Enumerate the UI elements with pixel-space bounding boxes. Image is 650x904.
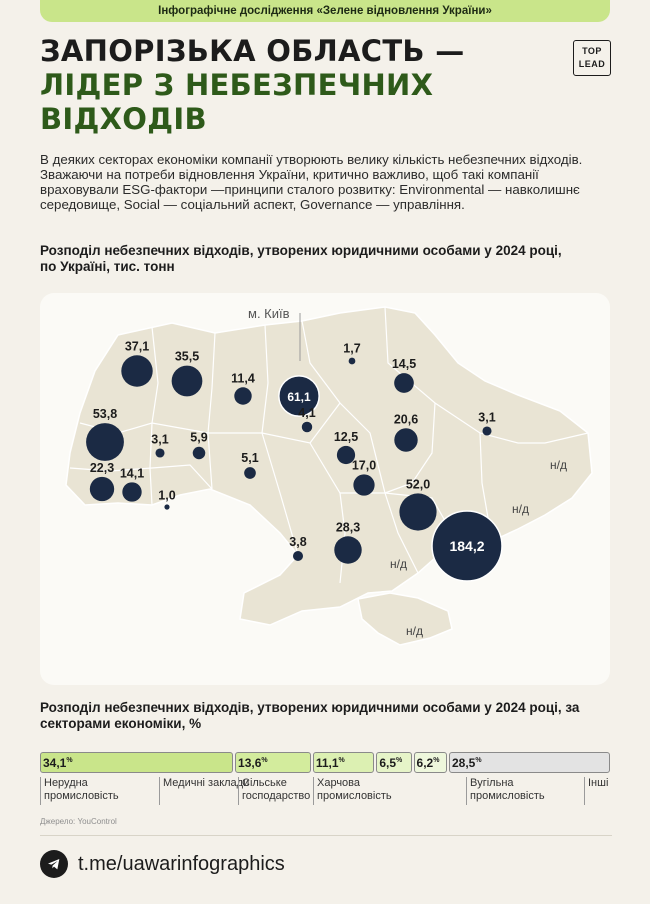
intro-paragraph: В деяких секторах економіки компанії утворюють велику кількість небезпечних відходів. Зважаючи на потреби відновлення України, критично важливо, щоб такі компанії враховували ESG-фактори —принципи сталого розвитку: Environmental — навколишнє середовище, Social — соціальний аспект, Governance — управління. <box>40 152 583 212</box>
map-chart-title: Розподіл небезпечних відходів, утворених юридичними особами у 2024 році, по Україні, тис. тонн <box>40 243 562 274</box>
sector-category-1: Нерудна промисловість <box>40 777 150 805</box>
bubble-label-16: 14,1 <box>119 466 145 481</box>
telegram-link[interactable]: t.me/uawarinfographics <box>78 852 285 875</box>
sector-category-2: Медичні заклади <box>159 777 269 805</box>
sector-category-4: Харчова промисловість <box>313 777 423 805</box>
bubble-21 <box>293 551 303 561</box>
bubble-1 <box>121 355 152 386</box>
map-card <box>40 293 610 685</box>
bubble-label-8: 3,1 <box>151 432 169 447</box>
title-line-2: ЛІДЕР З НЕБЕЗПЕЧНИХ <box>40 68 434 102</box>
bubble-8 <box>155 448 164 457</box>
sector-segment-3 <box>313 752 374 773</box>
bubble-label-6: 14,5 <box>391 357 417 372</box>
title-line-3: ВІДХОДІВ <box>40 102 207 136</box>
no-data-kherson: н/д <box>390 557 407 571</box>
bubble-5 <box>349 358 356 365</box>
crimea-outline <box>358 593 452 645</box>
bubble-9 <box>193 447 206 460</box>
bubble-6 <box>394 373 414 393</box>
bubble-12 <box>394 428 417 451</box>
no-data-donetsk: н/д <box>512 502 529 516</box>
bubble-label-9: 5,9 <box>190 430 208 445</box>
bubble-label-3: 11,4 <box>231 371 255 386</box>
sector-bar <box>40 752 612 773</box>
logo-top-text: TOP <box>582 46 602 56</box>
bubble-label-20: 184,2 <box>449 538 485 554</box>
sector-categories <box>40 777 612 809</box>
bubble-16 <box>122 482 141 501</box>
bubble-17 <box>164 504 169 509</box>
ukraine-outline <box>66 307 592 625</box>
bubble-7 <box>86 423 124 461</box>
sector-segment-5 <box>414 752 447 773</box>
bubble-14 <box>244 467 256 479</box>
sector-segment-2 <box>235 752 311 773</box>
bubble-label-21: 3,8 <box>289 534 307 549</box>
bubble-label-12: 20,6 <box>393 412 419 427</box>
no-data-luhansk-east: н/д <box>550 458 567 472</box>
no-data-crimea: н/д <box>406 624 423 638</box>
bubble-15 <box>90 477 114 501</box>
sector-category-6: Інші <box>584 777 612 805</box>
logo-bottom-text: LEAD <box>578 59 606 69</box>
sector-value-2: 13,6% <box>238 756 268 770</box>
bubble-label-1: 37,1 <box>124 339 150 354</box>
top-lead-logo <box>573 40 611 76</box>
page-title <box>40 34 465 136</box>
bubble-label-22: 28,3 <box>335 520 361 535</box>
source-note: Джерело: YouControl <box>40 817 117 826</box>
sector-value-5: 6,2% <box>416 756 440 770</box>
bubble-10 <box>302 422 312 432</box>
bubble-13 <box>482 426 491 435</box>
bubble-label-14: 5,1 <box>241 451 259 466</box>
bubble-label-11: 12,5 <box>333 429 359 444</box>
bubble-22 <box>334 536 361 563</box>
header-banner: Інфографічне дослідження «Зелене відновлення України» <box>40 0 610 22</box>
bubble-label-5: 1,7 <box>343 341 361 356</box>
bubble-label-4: 61,1 <box>287 390 311 404</box>
sector-value-1: 34,1% <box>43 756 73 770</box>
footer-divider <box>40 835 612 836</box>
sector-chart-title: Розподіл небезпечних відходів, утворених юридичними особами у 2024 році, за секторами економіки, % <box>40 700 580 731</box>
bubble-label-18: 17,0 <box>351 458 377 473</box>
sector-value-4: 6,5% <box>379 756 403 770</box>
ukraine-map <box>40 293 610 685</box>
bubble-label-2: 35,5 <box>174 349 200 364</box>
sector-segment-4 <box>376 752 411 773</box>
bubble-2 <box>172 366 203 397</box>
bubble-19 <box>399 493 436 530</box>
bubble-label-17: 1,0 <box>158 488 176 503</box>
title-line-1: ЗАПОРІЗЬКА ОБЛАСТЬ — <box>40 34 465 68</box>
footer <box>40 850 285 878</box>
sector-value-3: 11,1% <box>315 756 345 770</box>
telegram-icon[interactable] <box>40 850 68 878</box>
sector-value-6: 28,5% <box>451 756 482 770</box>
bubble-3 <box>234 387 251 404</box>
sector-category-3: Сільське господарство <box>238 777 348 805</box>
sector-category-5: Вугільна промисловість <box>466 777 576 805</box>
bubble-label-13: 3,1 <box>478 410 496 425</box>
sector-segment-6 <box>449 752 610 773</box>
kyiv-label: м. Київ <box>248 306 290 321</box>
bubble-label-10: 4,1 <box>298 405 316 420</box>
bubble-label-7: 53,8 <box>92 407 118 422</box>
bubble-label-15: 22,3 <box>89 460 115 475</box>
bubble-label-19: 52,0 <box>405 477 431 492</box>
bubble-18 <box>353 474 374 495</box>
sector-segment-1 <box>40 752 233 773</box>
